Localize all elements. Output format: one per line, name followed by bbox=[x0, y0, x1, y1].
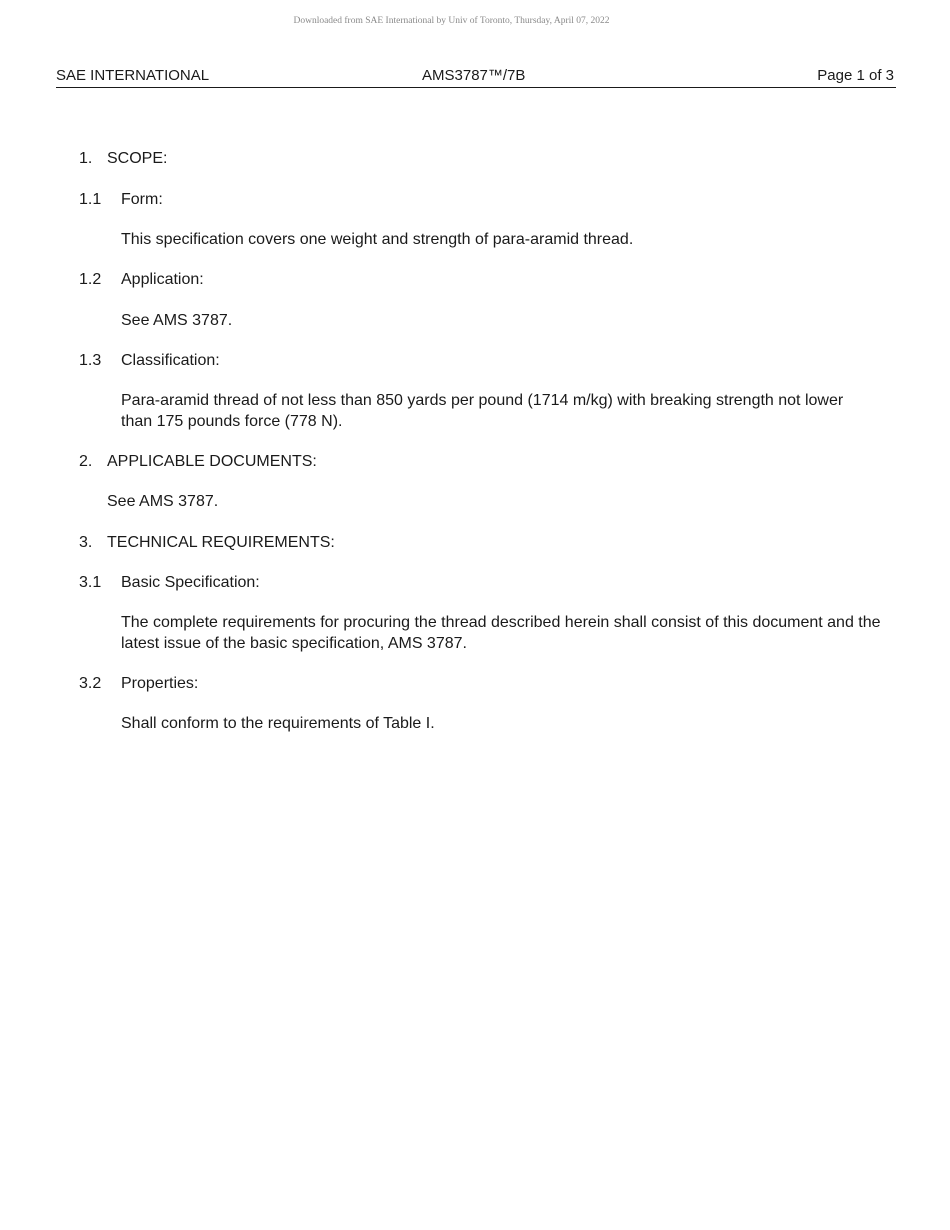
header-page-number: Page 1 of 3 bbox=[817, 67, 894, 84]
download-watermark: Downloaded from SAE International by Univ of Toronto, Thursday, April 07, 2022 bbox=[293, 16, 610, 26]
section-number: 3.2 bbox=[79, 675, 102, 692]
section-number: 1. bbox=[79, 150, 93, 167]
section-title: Properties: bbox=[121, 675, 199, 692]
section-number: 2. bbox=[79, 453, 93, 470]
section-number: 1.3 bbox=[79, 352, 102, 369]
section-title: Basic Specification: bbox=[121, 574, 260, 591]
section-body: Para-aramid thread of not less than 850 yards per pound (1714 m/kg) with breaking strength not lower than 175 pounds force (778 N). bbox=[121, 392, 844, 430]
header-org: SAE INTERNATIONAL bbox=[56, 67, 210, 84]
section-title: SCOPE: bbox=[107, 150, 168, 167]
section-body: This specification covers one weight and strength of para-aramid thread. bbox=[121, 231, 634, 248]
page-header bbox=[56, 67, 896, 88]
section-body: The complete requirements for procuring the thread described herein shall consist of this document and the latest issue of the basic specification, AMS 3787. bbox=[121, 614, 881, 652]
section-number: 1.2 bbox=[79, 271, 102, 288]
section-title: Classification: bbox=[121, 352, 220, 369]
section-body: Shall conform to the requirements of Table I. bbox=[121, 715, 435, 732]
section-title: Form: bbox=[121, 191, 163, 208]
section-number: 3.1 bbox=[79, 574, 102, 591]
section-body: See AMS 3787. bbox=[121, 312, 233, 329]
section-title: TECHNICAL REQUIREMENTS: bbox=[107, 534, 335, 551]
header-doc-id: AMS3787™/7B bbox=[422, 67, 526, 84]
section-number: 3. bbox=[79, 534, 93, 551]
section-body: See AMS 3787. bbox=[107, 493, 219, 510]
section-number: 1.1 bbox=[79, 191, 102, 208]
section-title: APPLICABLE DOCUMENTS: bbox=[107, 453, 317, 470]
section-title: Application: bbox=[121, 271, 204, 288]
